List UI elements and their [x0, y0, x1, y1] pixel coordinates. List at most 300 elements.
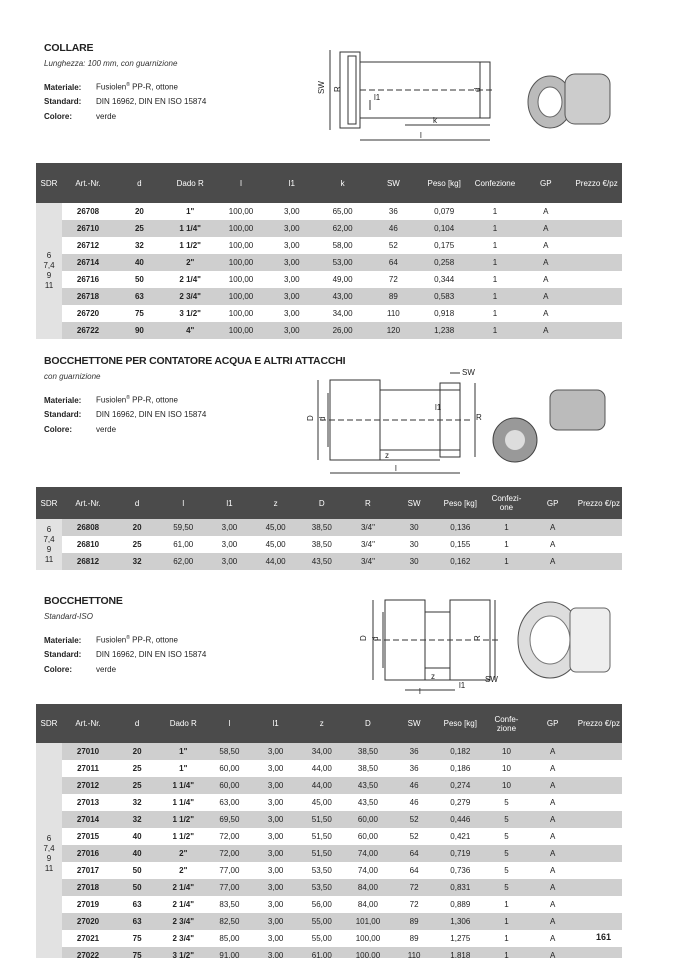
registered-mark: ® — [126, 395, 130, 401]
table-cell: 100,00 — [216, 220, 267, 237]
table-cell: 1 1/2" — [160, 811, 206, 828]
table-cell: 45,00 — [311, 798, 332, 807]
table-cell: 3,00 — [267, 764, 284, 773]
table-cell: A — [520, 322, 571, 339]
table-cell: 26808 — [62, 519, 114, 536]
table-cell — [576, 896, 622, 913]
table-cell: A — [549, 900, 556, 909]
table-cell — [576, 743, 622, 760]
table-cell: 1 — [492, 207, 498, 216]
material-value-rest: PP-R, ottone — [129, 635, 178, 645]
registered-mark: ® — [126, 635, 130, 641]
table-cell: 51,50 — [299, 811, 345, 828]
table-cell: 43,50 — [357, 798, 378, 807]
table-cell: 25 — [132, 764, 142, 773]
column-header: l1 — [253, 704, 299, 743]
table-cell: A — [543, 207, 549, 216]
table-cell: A — [520, 254, 571, 271]
column-header: GP — [530, 487, 576, 519]
table-cell: 40 — [114, 845, 160, 862]
table-cell: 84,00 — [345, 879, 391, 896]
section-bocchettone — [44, 595, 206, 680]
table-cell: 5 — [483, 879, 529, 896]
table-cell: 26812 — [62, 553, 114, 570]
label-sw: SW — [462, 368, 475, 377]
section-subtitle: con guarnizione — [44, 372, 101, 381]
column-header: z — [253, 487, 299, 519]
table-cell: 75 — [134, 309, 144, 318]
table-cell: 43,00 — [317, 288, 368, 305]
table-cell: 20 — [114, 519, 160, 536]
column-header: l — [216, 163, 267, 203]
table-cell: 3,00 — [221, 540, 238, 549]
column-header: d — [114, 704, 160, 743]
table-row — [36, 237, 622, 254]
table-cell: A — [520, 288, 571, 305]
table-cell — [576, 519, 622, 536]
table-cell: 72 — [409, 900, 419, 909]
table-cell: 72,00 — [206, 845, 252, 862]
table-cell: 26722 — [62, 322, 114, 339]
table-cell: 90 — [114, 322, 165, 339]
table-cell: A — [530, 811, 576, 828]
label-l: l — [420, 131, 422, 140]
table-row — [36, 760, 622, 777]
table-row — [36, 794, 622, 811]
table-cell: A — [549, 764, 556, 773]
table-cell: A — [530, 553, 576, 570]
label-r: R — [473, 635, 482, 641]
table-cell: 1 — [483, 913, 529, 930]
sdr-cell: 6 7,4 9 11 — [36, 743, 62, 958]
sdr-cell: 6 7,4 9 11 — [36, 519, 62, 570]
column-header: Prezzo €/pz — [571, 163, 622, 203]
header-row — [36, 704, 622, 743]
table-cell: 0,186 — [450, 764, 471, 773]
table-cell: 27014 — [62, 811, 114, 828]
table-cell: 0,182 — [437, 743, 483, 760]
table-cell: 38,50 — [311, 540, 332, 549]
material-label: Materiale: — [44, 635, 82, 645]
table-cell: 26712 — [76, 241, 100, 250]
table-row — [36, 862, 622, 879]
table-cell: 5 — [483, 811, 529, 828]
table-cell: 84,00 — [357, 900, 378, 909]
column-header: GP — [530, 704, 576, 743]
table-cell: 64 — [391, 845, 437, 862]
table-row — [36, 271, 622, 288]
bocchettone-contatore-product-image — [485, 385, 620, 470]
table-cell: 27019 — [76, 900, 100, 909]
material-value: Fusiolen — [96, 82, 127, 92]
table-cell: 1 1/4" — [165, 220, 216, 237]
column-header: Dado R — [165, 163, 216, 203]
column-header: SDR — [36, 487, 62, 519]
table-cell: 65,00 — [332, 207, 353, 216]
table-cell — [571, 220, 622, 237]
table-row — [36, 811, 622, 828]
label-d: d — [371, 636, 380, 641]
table-cell: A — [549, 866, 556, 875]
table-cell: 32 — [134, 241, 144, 250]
table-cell: A — [530, 947, 576, 958]
table-cell: 0,155 — [450, 540, 471, 549]
table-cell: 53,00 — [317, 254, 368, 271]
table-cell: 50 — [134, 275, 144, 284]
standard-value: DIN 16962, DIN EN ISO 15874 — [96, 410, 207, 419]
table-cell: 32 — [114, 811, 160, 828]
label-sw: SW — [317, 81, 326, 94]
table-cell: 1 — [504, 900, 509, 909]
column-header: Peso [kg] — [419, 163, 470, 203]
table-cell: 3/4" — [345, 553, 391, 570]
table-cell: 27018 — [62, 879, 114, 896]
table-cell: 2" — [165, 254, 216, 271]
table-cell — [576, 760, 622, 777]
table-cell: 60,00 — [357, 832, 378, 841]
table-cell: 63,00 — [219, 798, 240, 807]
table-cell — [571, 271, 622, 288]
section-title: COLLARE — [44, 42, 94, 54]
table-cell: 44,00 — [253, 553, 299, 570]
standard-label: Standard: — [44, 650, 82, 659]
table-cell: 0,889 — [450, 900, 471, 909]
table-cell: 27011 — [77, 764, 99, 773]
table-row — [36, 536, 622, 553]
column-header: Art.-Nr. — [62, 487, 114, 519]
table-cell: A — [530, 845, 576, 862]
column-header: Peso [kg] — [437, 704, 483, 743]
table-cell: 3,00 — [206, 519, 252, 536]
color-label: Colore: — [44, 112, 72, 121]
table-cell: 63 — [132, 900, 142, 909]
table-cell: 0,344 — [434, 275, 455, 284]
table-cell: 2 3/4" — [160, 913, 206, 930]
table-cell: 89 — [368, 288, 419, 305]
table-cell: 5 — [504, 832, 509, 841]
table-cell: 69,50 — [206, 811, 252, 828]
table-cell: 30 — [391, 553, 437, 570]
page-number: 161 — [596, 932, 612, 942]
bocchettone-contatore-table — [36, 487, 622, 570]
table-cell: 36 — [409, 764, 419, 773]
column-header: Art.-Nr. — [62, 704, 114, 743]
table-cell: 63 — [114, 913, 160, 930]
standard-value: DIN 16962, DIN EN ISO 15874 — [96, 97, 207, 106]
label-z: z — [431, 672, 435, 681]
table-cell — [576, 879, 622, 896]
table-cell: 3,00 — [253, 777, 299, 794]
standard-value: DIN 16962, DIN EN ISO 15874 — [96, 650, 207, 659]
table-cell: 0,079 — [434, 207, 455, 216]
table-row — [36, 553, 622, 570]
column-header: SDR — [36, 163, 62, 203]
column-header: SDR — [36, 704, 62, 743]
table-cell: 45,00 — [253, 519, 299, 536]
label-l1: l1 — [374, 93, 381, 102]
material-value: Fusiolen — [96, 635, 127, 645]
table-cell: 1 — [504, 934, 509, 943]
table-row — [36, 828, 622, 845]
table-cell: 27017 — [76, 866, 100, 875]
table-cell: A — [543, 309, 549, 318]
table-cell: 26810 — [76, 540, 100, 549]
table-cell: 40 — [114, 254, 165, 271]
table-cell: 32 — [132, 798, 142, 807]
table-cell: 30 — [409, 540, 419, 549]
table-cell: A — [549, 540, 556, 549]
table-cell: 100,00 — [228, 275, 254, 284]
section-title: BOCCHETTONE PER CONTATORE ACQUA E ALTRI ATTACCHI — [44, 355, 346, 367]
table-cell: 2 1/4" — [160, 879, 206, 896]
table-cell: 26708 — [76, 207, 100, 216]
material-label: Materiale: — [44, 395, 82, 405]
column-header: Confezione — [470, 163, 521, 203]
table-cell: 26718 — [62, 288, 114, 305]
table-cell: 55,00 — [299, 913, 345, 930]
table-cell: 64 — [368, 254, 419, 271]
table-cell: 1,306 — [437, 913, 483, 930]
table-cell: 10 — [502, 764, 511, 773]
registered-mark: ® — [126, 82, 130, 88]
label-r: R — [333, 86, 342, 92]
table-cell: 38,50 — [299, 519, 345, 536]
table-cell: 26,00 — [317, 322, 368, 339]
table-cell: 61,00 — [299, 947, 345, 958]
table-cell — [576, 845, 622, 862]
table-cell: 1 — [492, 309, 498, 318]
table-row — [36, 777, 622, 794]
table-cell: 2 1/4" — [179, 275, 201, 284]
table-cell: 3 1/2" — [179, 309, 201, 318]
table-cell — [576, 947, 622, 958]
table-cell: 0,583 — [419, 288, 470, 305]
table-cell: 82,50 — [206, 913, 252, 930]
table-cell: 43,50 — [345, 777, 391, 794]
table-cell: 0,162 — [437, 553, 483, 570]
table-cell: 100,00 — [228, 241, 254, 250]
collare-table — [36, 163, 622, 339]
table-cell — [571, 237, 622, 254]
header-row — [36, 487, 622, 519]
table-cell: 100,00 — [216, 288, 267, 305]
table-cell: 58,50 — [206, 743, 252, 760]
section-subtitle: Lunghezza: 100 mm, con guarnizione — [44, 59, 178, 68]
column-header: Confezi- one — [483, 487, 529, 519]
column-header: k — [317, 163, 368, 203]
column-header: l1 — [266, 163, 317, 203]
table-cell: 120 — [368, 322, 419, 339]
table-cell: 25 — [132, 540, 142, 549]
table-cell: 0,421 — [450, 832, 471, 841]
table-cell: 1" — [179, 764, 188, 773]
table-cell: 51,50 — [311, 832, 332, 841]
table-cell: 36 — [391, 743, 437, 760]
table-cell — [571, 288, 622, 305]
label-sw: SW — [485, 675, 498, 684]
table-cell: 3,00 — [266, 322, 317, 339]
column-header: Peso [kg] — [437, 487, 483, 519]
table-cell: 1 — [483, 519, 529, 536]
table-cell: 100,00 — [216, 322, 267, 339]
table-row — [36, 288, 622, 305]
table-cell: 0,279 — [450, 798, 471, 807]
table-cell — [571, 203, 622, 220]
table-cell: 1 — [470, 288, 521, 305]
column-header: D — [299, 487, 345, 519]
table-cell: 27012 — [62, 777, 114, 794]
table-cell: 63 — [114, 288, 165, 305]
table-cell: 26710 — [62, 220, 114, 237]
table-cell: 0,175 — [434, 241, 455, 250]
column-header: SW — [368, 163, 419, 203]
table-cell: 1 1/4" — [172, 798, 195, 807]
properties — [44, 635, 206, 680]
table-cell: 74,00 — [357, 866, 378, 875]
bocchettone-table — [36, 704, 622, 958]
standard-label: Standard: — [44, 410, 82, 419]
table-cell: 110 — [391, 947, 437, 958]
bocchettone-technical-drawing — [355, 590, 510, 700]
table-cell: 34,00 — [299, 743, 345, 760]
column-header: Confe- zione — [483, 704, 529, 743]
table-row — [36, 930, 622, 947]
table-cell: A — [530, 777, 576, 794]
material-value: Fusiolen — [96, 395, 127, 405]
label-d-outer: D — [306, 415, 315, 421]
table-cell: 1 — [483, 947, 529, 958]
table-cell: 34,00 — [332, 309, 353, 318]
table-cell: 3,00 — [253, 845, 299, 862]
table-row — [36, 879, 622, 896]
table-cell: 27016 — [62, 845, 114, 862]
table-cell: 3,00 — [284, 275, 300, 284]
column-header: GP — [520, 163, 571, 203]
table-cell: 1,238 — [419, 322, 470, 339]
table-cell: 1 — [492, 241, 498, 250]
table-row — [36, 203, 622, 220]
table-cell: 1 — [483, 553, 529, 570]
header-row — [36, 163, 622, 203]
table-cell — [576, 913, 622, 930]
column-header: l1 — [206, 487, 252, 519]
table-cell: 3,00 — [267, 798, 284, 807]
table-cell: 72 — [388, 275, 398, 284]
table-cell: 91,00 — [206, 947, 252, 958]
table-cell: 44,00 — [311, 764, 332, 773]
table-cell: 46 — [409, 798, 419, 807]
table-cell: 59,50 — [160, 519, 206, 536]
table-cell: 1" — [160, 743, 206, 760]
table-cell: 64 — [409, 866, 419, 875]
column-header: SW — [391, 704, 437, 743]
table-row — [36, 305, 622, 322]
table-cell: 83,50 — [219, 900, 240, 909]
table-cell: 1 1/2" — [179, 241, 201, 250]
sdr-cell: 6 7,4 9 11 — [36, 203, 62, 339]
standard-label: Standard: — [44, 97, 82, 106]
table-cell: 27015 — [76, 832, 100, 841]
table-cell: 30 — [391, 519, 437, 536]
label-l: l — [419, 687, 421, 696]
table-cell — [576, 794, 622, 811]
table-cell: A — [549, 798, 556, 807]
color-value: verde — [96, 665, 117, 674]
table-cell: 100,00 — [216, 254, 267, 271]
table-cell: 26714 — [62, 254, 114, 271]
table-cell: A — [520, 220, 571, 237]
material-label: Materiale: — [44, 82, 82, 92]
table-cell — [576, 777, 622, 794]
table-cell: 3,00 — [253, 743, 299, 760]
table-cell — [576, 862, 622, 879]
column-header: SW — [391, 487, 437, 519]
table-row — [36, 519, 622, 536]
table-cell: 43,50 — [299, 553, 345, 570]
table-row — [36, 896, 622, 913]
table-cell: 3,00 — [267, 900, 284, 909]
table-cell: 50 — [132, 866, 142, 875]
table-cell: 5 — [504, 866, 509, 875]
table-cell: 3,00 — [253, 913, 299, 930]
table-cell — [576, 536, 622, 553]
table-cell — [576, 828, 622, 845]
table-row — [36, 845, 622, 862]
label-k: k — [433, 116, 437, 125]
table-cell: 72 — [391, 879, 437, 896]
table-cell: 1,275 — [450, 934, 471, 943]
table-cell: 1 1/4" — [160, 777, 206, 794]
label-l1: l1 — [459, 681, 466, 690]
column-header: l — [206, 704, 252, 743]
column-header: Prezzo €/pz — [576, 487, 622, 519]
table-cell: 38,50 — [357, 764, 378, 773]
table-cell: 1 — [492, 275, 498, 284]
table-cell: 2 1/4" — [172, 900, 195, 909]
column-header: D — [345, 704, 391, 743]
table-cell: 27020 — [62, 913, 114, 930]
table-cell — [571, 322, 622, 339]
table-cell: 60,00 — [206, 777, 252, 794]
table-cell: 10 — [483, 777, 529, 794]
table-cell: 53,50 — [299, 879, 345, 896]
table-row — [36, 743, 622, 760]
table-cell: 75 — [132, 934, 142, 943]
label-d: d — [473, 87, 482, 92]
table-cell: A — [549, 934, 556, 943]
table-cell: 100,00 — [355, 934, 381, 943]
column-header: d — [114, 163, 165, 203]
table-cell: 45,00 — [265, 540, 286, 549]
table-cell — [571, 254, 622, 271]
table-cell: 3,00 — [266, 220, 317, 237]
table-cell: 10 — [483, 743, 529, 760]
table-cell: 1,818 — [437, 947, 483, 958]
table-cell: 62,00 — [160, 553, 206, 570]
table-cell: A — [530, 879, 576, 896]
color-value: verde — [96, 425, 117, 434]
table-cell: A — [530, 743, 576, 760]
table-cell: 20 — [114, 743, 160, 760]
table-cell: 0,736 — [450, 866, 471, 875]
table-cell: 75 — [114, 947, 160, 958]
table-cell: 0,274 — [437, 777, 483, 794]
table-cell: 0,719 — [437, 845, 483, 862]
table-cell: 3,00 — [206, 553, 252, 570]
table-cell: 44,00 — [299, 777, 345, 794]
table-cell: 61,00 — [173, 540, 194, 549]
table-cell — [571, 305, 622, 322]
